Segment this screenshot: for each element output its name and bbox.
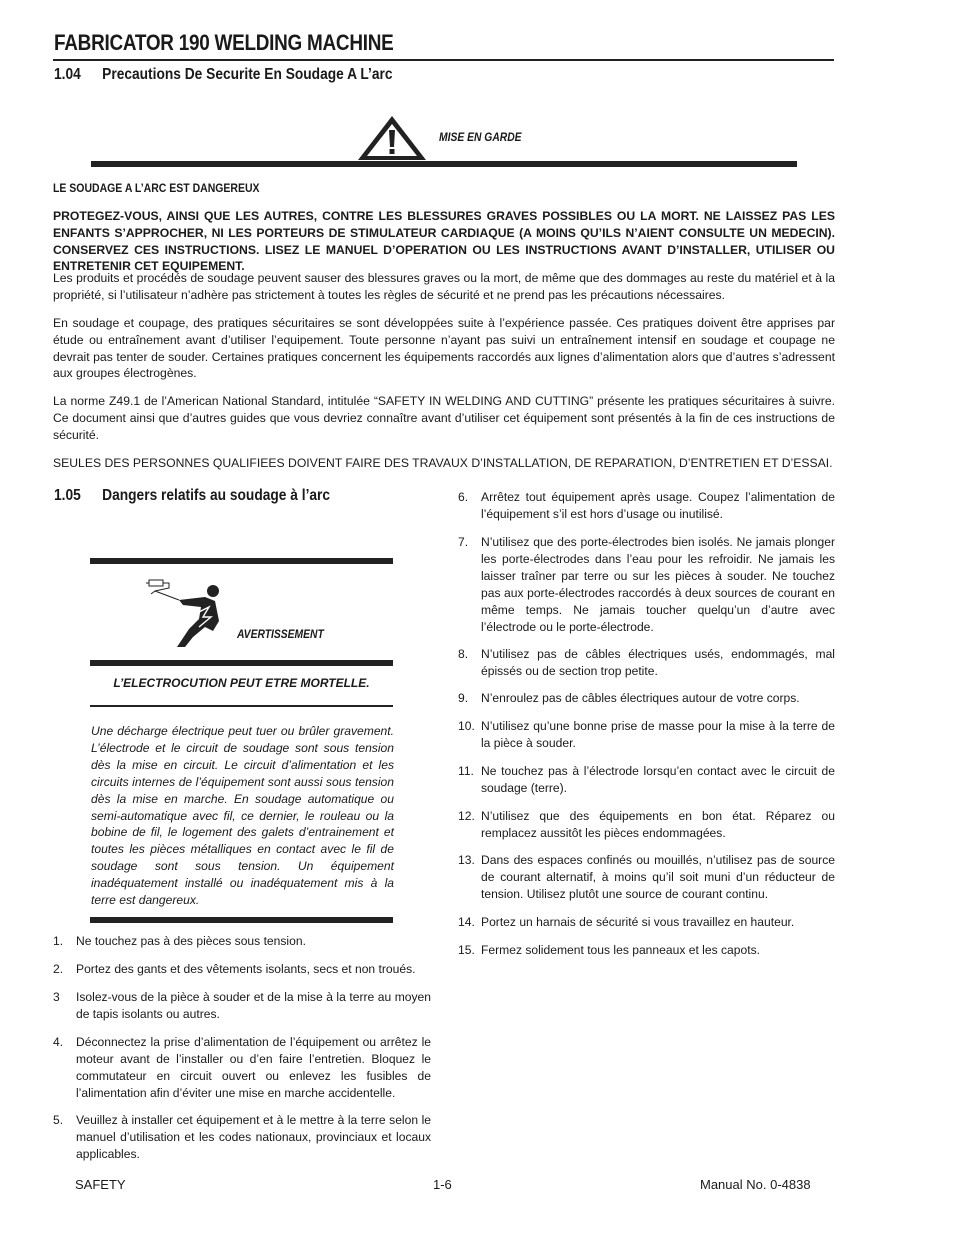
avertissement-label: AVERTISSEMENT <box>237 627 324 641</box>
list-item-number: 8. <box>458 647 469 661</box>
electrocution-subtitle: L’ELECTROCUTION PEUT ETRE MORTELLE. <box>113 676 370 690</box>
list-item <box>53 961 431 978</box>
warning-rule <box>91 161 797 167</box>
list-item-number: 5. <box>53 1113 64 1127</box>
list-item <box>458 646 835 680</box>
section-105-heading <box>54 487 330 505</box>
list-item-number: 13. <box>458 853 475 867</box>
shock-box-text: Une décharge électrique peut tuer ou brûler gravement. L’électrode et le circuit de soudage sont sous tension dès la mise en circuit. Le circuit d’alimentation et les circuits internes de l’équipement sont aussi sous tension dès la mise en marche. En soudage automatique ou semi-automatique avec fil, ce dernier, le rouleau ou la bobine de fil, le logement des galets d’entrainement et toutes les pièces métalliques en contact avec le fil de soudage sont sous tension. Un équipement inadéquatement installé ou inadéquatement mis à la terre est dangereux. <box>91 724 394 908</box>
list-item-text: Dans des espaces confinés ou mouillés, n’utilisez pas de source de courant alternatif, à moins qu’il soit muni d’un réducteur de tension. Utilisez plutôt une source de courant continu. <box>481 853 835 901</box>
list-item <box>458 489 835 523</box>
list-item-text: Portez un harnais de sécurité si vous travaillez en hauteur. <box>481 915 795 929</box>
list-item <box>53 1112 431 1163</box>
list-item <box>458 718 835 752</box>
list-item-text: N’utilisez que des équipements en bon état. Réparez ou remplacez aussitôt les pièces endommagées. <box>481 809 835 840</box>
list-item-number: 1. <box>53 934 64 948</box>
list-item-text: Ne touchez pas à l’électrode lorsqu’en contact avec le circuit de soudage (terre). <box>481 764 835 795</box>
list-item-text: N’utilisez pas de câbles électriques usés, endommagés, mal épissés ou de section trop petite. <box>481 647 835 678</box>
section-104-number: 1.04 <box>54 66 81 83</box>
list-item <box>458 534 835 635</box>
shock-box-bottom-rule <box>90 917 393 923</box>
footer-manual-number: Manual No. 0-4838 <box>700 1177 811 1192</box>
document-title: FABRICATOR 190 WELDING MACHINE <box>54 30 394 55</box>
list-item-text: N’enroulez pas de câbles électriques autour de votre corps. <box>481 691 800 705</box>
footer-page-number: 1-6 <box>433 1177 452 1192</box>
list-item-number: 15. <box>458 943 475 957</box>
paragraph-products: Les produits et procédés de soudage peuvent sauser des blessures graves ou la mort, de même que des dommages au reste du matériel et à la propriété, si l’utilisateur n’adhère pas strictement à toutes les règles de sécurité et ne prend pas les précautions nécessaires. <box>53 271 835 302</box>
paragraph-danger-heading: LE SOUDAGE A L’ARC EST DANGEREUX <box>53 181 260 195</box>
list-item-number: 7. <box>458 535 469 549</box>
shock-box-thin-rule <box>90 705 393 707</box>
list-item <box>458 852 835 903</box>
paragraph-practices: En soudage et coupage, des pratiques sécuritaires se sont développées suite à l’expérience passée. Ces pratiques doivent être apprises par étude ou entraînement avant d’utiliser l’equipement. Toute personne n’ayant pas suivi un entraînement intensif en soudage et coupage ne devrait pas tenter de souder. Certaines pratiques concernent les équipements raccordés aux lignes d’alimentation alors que d’autres s’adressent aux groupes électrogènes. <box>53 316 835 381</box>
list-item-text: Fermez solidement tous les panneaux et les capots. <box>481 943 760 957</box>
list-item <box>53 933 431 950</box>
list-item-text: Déconnectez la prise d’alimentation de l’équipement ou arrêtez le moteur avant de l’installer ou d’en faire l’entretien. Bloquez le commutateur en circuit ouvert ou enlevez les fusibles de l’alimentation afin d’éviter une mise en marche accidentelle. <box>76 1035 431 1100</box>
list-item-number: 12. <box>458 809 475 823</box>
list-item-text: N’utilisez que des porte-électrodes bien isolés. Ne jamais plonger les porte-électrodes dans l’eau pour les refroidir. Ne jamais les laisser traîner par terre ou sur les pièces à souder. Ne touchez pas aux porte-électrodes raccordés à deux sources de courant en même temps. Ne jamais toucher quelqu’un d’autre avec l’électrode ou le porte-électrode. <box>481 535 835 634</box>
section-105-title: Dangers relatifs au soudage à l’arc <box>102 487 331 504</box>
list-item-text: Veuillez à installer cet équipement et à le mettre à la terre selon le manuel d’utilisation et les codes nationaux, provinciaux et locaux applicables. <box>76 1113 431 1161</box>
list-item-number: 6. <box>458 490 469 504</box>
list-item <box>53 989 431 1023</box>
paragraph-qualified: SEULES DES PERSONNES QUALIFIEES DOIVENT FAIRE DES TRAVAUX D’INSTALLATION, DE REPARATION, D’ENTRETIEN ET D’ESSAI. <box>53 456 833 470</box>
list-item <box>458 763 835 797</box>
list-item-number: 2. <box>53 962 64 976</box>
list-item-text: Portez des gants et des vêtements isolants, secs et non troués. <box>76 962 416 976</box>
paragraph-protect: PROTEGEZ-VOUS, AINSI QUE LES AUTRES, CONTRE LES BLESSURES GRAVES POSSIBLES OU LA MORT. NE LAISSEZ PAS LES ENFANTS S’APPROCHER, NI LES PORTEURS DE STIMULATEUR CARDIAQUE (A MOINS QU’ILS N’AIENT CONSULTE UN MEDECIN). CONSERVEZ CES INSTRUCTIONS. LISEZ LE MANUEL D’OPERATION OU LES INSTRUCTIONS AVANT D’INSTALLER, UTILISER OU ENTRETENIR CET EQUIPEMENT. <box>53 209 835 274</box>
list-item <box>458 808 835 842</box>
list-item-number: 3 <box>53 990 60 1004</box>
list-item <box>53 1034 431 1102</box>
shock-box-middle-rule <box>90 660 393 666</box>
list-item-number: 11. <box>458 764 474 778</box>
list-item-number: 4. <box>53 1035 64 1049</box>
section-104-title: Precautions De Securite En Soudage A L’arc <box>102 66 393 83</box>
list-item-text: Ne touchez pas à des pièces sous tension. <box>76 934 306 948</box>
list-item-number: 9. <box>458 691 469 705</box>
warning-triangle-icon <box>356 114 428 160</box>
list-item-text: Isolez-vous de la pièce à souder et de la mise à la terre au moyen de tapis isolants ou autres. <box>76 990 431 1021</box>
title-rule <box>53 59 834 61</box>
list-item <box>458 942 835 959</box>
list-item-text: Arrêtez tout équipement après usage. Coupez l’alimentation de l’équipement s’il est hors d’usage ou inutilisé. <box>481 490 835 521</box>
list-item-number: 10. <box>458 719 475 733</box>
list-item <box>458 690 835 707</box>
footer-section-name: SAFETY <box>75 1177 126 1192</box>
list-item-text: N’utilisez qu’une bonne prise de masse pour la mise à la terre de la pièce à souder. <box>481 719 835 750</box>
list-item <box>458 914 835 931</box>
electric-shock-icon <box>143 577 225 649</box>
warning-label: MISE EN GARDE <box>439 130 522 144</box>
section-104-heading <box>54 66 392 84</box>
shock-box-top-rule <box>90 558 393 564</box>
list-item-number: 14. <box>458 915 475 929</box>
paragraph-norm: La norme Z49.1 de l’American National Standard, intitulée “SAFETY IN WELDING AND CUTTING” présente les pratiques sécuritaires à suivre. Ce document ainsi que d’autres guides que vous devriez connaître avant d’utiliser cet équipement sont présentés à la fin de ces instructions de sécurité. <box>53 394 835 442</box>
section-105-number: 1.05 <box>54 487 81 504</box>
